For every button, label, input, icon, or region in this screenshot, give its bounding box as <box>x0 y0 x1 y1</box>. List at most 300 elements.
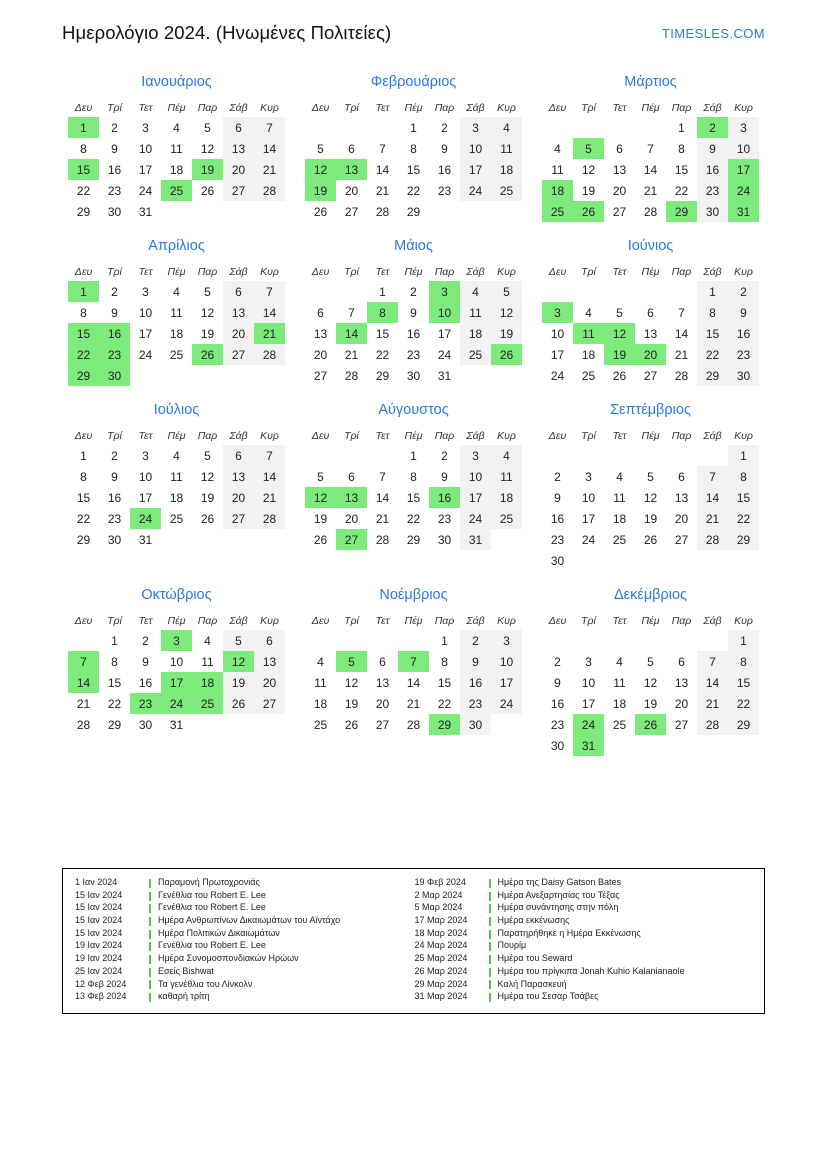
day-cell[interactable]: 14 <box>254 466 285 487</box>
day-cell[interactable]: 29 <box>728 714 759 735</box>
day-cell[interactable]: 6 <box>317 305 324 320</box>
day-cell[interactable]: 18 <box>491 159 522 180</box>
day-cell[interactable]: 29 <box>76 204 91 219</box>
day-cell[interactable]: 11 <box>170 305 183 320</box>
day-cell[interactable]: 19 <box>643 511 658 526</box>
day-cell[interactable]: 28 <box>344 368 359 383</box>
day-cell-holiday[interactable]: 8 <box>367 302 398 323</box>
day-cell[interactable]: 2 <box>111 448 118 463</box>
day-cell[interactable]: 21 <box>344 347 359 362</box>
day-cell-holiday[interactable]: 7 <box>398 651 429 672</box>
day-cell-holiday[interactable]: 29 <box>68 365 99 386</box>
day-cell[interactable]: 22 <box>728 508 759 529</box>
day-cell[interactable]: 22 <box>406 511 421 526</box>
day-cell[interactable]: 2 <box>460 630 491 651</box>
day-cell[interactable]: 26 <box>200 511 215 526</box>
day-cell-holiday[interactable]: 19 <box>192 159 223 180</box>
day-cell[interactable]: 28 <box>697 714 728 735</box>
day-cell-holiday[interactable]: 7 <box>68 651 99 672</box>
day-cell[interactable]: 19 <box>581 183 596 198</box>
day-cell[interactable]: 30 <box>107 532 122 547</box>
day-cell-holiday[interactable]: 15 <box>68 159 99 180</box>
day-cell[interactable]: 15 <box>406 162 421 177</box>
day-cell[interactable]: 16 <box>406 326 421 341</box>
day-cell[interactable]: 4 <box>616 654 623 669</box>
day-cell-holiday[interactable]: 23 <box>99 344 130 365</box>
day-cell[interactable]: 27 <box>254 693 285 714</box>
day-cell[interactable]: 4 <box>554 141 561 156</box>
day-cell[interactable]: 9 <box>460 651 491 672</box>
day-cell[interactable]: 6 <box>223 281 254 302</box>
day-cell-holiday[interactable]: 16 <box>99 323 130 344</box>
day-cell[interactable]: 9 <box>554 675 561 690</box>
day-cell[interactable]: 18 <box>581 347 596 362</box>
day-cell[interactable]: 26 <box>313 204 328 219</box>
day-cell[interactable]: 16 <box>460 672 491 693</box>
day-cell[interactable]: 22 <box>107 696 122 711</box>
day-cell-holiday[interactable]: 3 <box>161 630 192 651</box>
day-cell-holiday[interactable]: 31 <box>573 735 604 756</box>
day-cell[interactable]: 17 <box>491 672 522 693</box>
day-cell[interactable]: 6 <box>678 469 685 484</box>
day-cell[interactable]: 22 <box>406 183 421 198</box>
day-cell[interactable]: 20 <box>375 696 390 711</box>
day-cell[interactable]: 15 <box>107 675 122 690</box>
day-cell[interactable]: 25 <box>460 344 491 365</box>
day-cell[interactable]: 16 <box>550 511 565 526</box>
day-cell[interactable]: 14 <box>375 490 390 505</box>
day-cell[interactable]: 30 <box>460 714 491 735</box>
day-cell[interactable]: 14 <box>674 326 689 341</box>
day-cell[interactable]: 20 <box>344 183 359 198</box>
day-cell-holiday[interactable]: 26 <box>635 714 666 735</box>
day-cell[interactable]: 16 <box>550 696 565 711</box>
day-cell[interactable]: 14 <box>643 162 658 177</box>
day-cell[interactable]: 31 <box>138 204 153 219</box>
day-cell[interactable]: 30 <box>437 532 452 547</box>
day-cell[interactable]: 11 <box>170 141 183 156</box>
day-cell[interactable]: 13 <box>643 326 658 341</box>
day-cell[interactable]: 11 <box>460 302 491 323</box>
day-cell-holiday[interactable]: 12 <box>305 159 336 180</box>
day-cell[interactable]: 16 <box>697 159 728 180</box>
day-cell[interactable]: 23 <box>550 717 565 732</box>
day-cell[interactable]: 15 <box>674 162 689 177</box>
day-cell[interactable]: 10 <box>460 138 491 159</box>
day-cell[interactable]: 26 <box>200 183 215 198</box>
day-cell[interactable]: 28 <box>375 532 390 547</box>
day-cell[interactable]: 14 <box>375 162 390 177</box>
day-cell[interactable]: 6 <box>348 469 355 484</box>
day-cell[interactable]: 27 <box>223 344 254 365</box>
day-cell[interactable]: 13 <box>223 138 254 159</box>
day-cell[interactable]: 27 <box>223 508 254 529</box>
day-cell[interactable]: 21 <box>674 347 689 362</box>
day-cell[interactable]: 1 <box>678 120 685 135</box>
day-cell[interactable]: 4 <box>491 445 522 466</box>
day-cell[interactable]: 15 <box>375 326 390 341</box>
day-cell[interactable]: 22 <box>437 696 452 711</box>
day-cell[interactable]: 28 <box>375 204 390 219</box>
day-cell-holiday[interactable]: 14 <box>68 672 99 693</box>
day-cell[interactable]: 18 <box>169 490 184 505</box>
day-cell[interactable]: 4 <box>491 117 522 138</box>
day-cell[interactable]: 20 <box>254 672 285 693</box>
day-cell[interactable]: 13 <box>674 675 689 690</box>
day-cell[interactable]: 12 <box>200 469 215 484</box>
day-cell[interactable]: 3 <box>142 284 149 299</box>
day-cell[interactable]: 17 <box>437 326 452 341</box>
day-cell[interactable]: 2 <box>441 448 448 463</box>
day-cell[interactable]: 8 <box>697 302 728 323</box>
day-cell[interactable]: 6 <box>678 654 685 669</box>
day-cell[interactable]: 7 <box>348 305 355 320</box>
day-cell[interactable]: 30 <box>406 368 421 383</box>
day-cell[interactable]: 4 <box>585 305 592 320</box>
day-cell[interactable]: 16 <box>728 323 759 344</box>
day-cell-holiday[interactable]: 3 <box>429 281 460 302</box>
day-cell[interactable]: 27 <box>612 204 627 219</box>
day-cell[interactable]: 3 <box>460 117 491 138</box>
day-cell[interactable]: 13 <box>375 675 390 690</box>
day-cell[interactable]: 20 <box>344 511 359 526</box>
day-cell[interactable]: 25 <box>581 368 596 383</box>
day-cell[interactable]: 6 <box>254 630 285 651</box>
day-cell[interactable]: 23 <box>697 180 728 201</box>
day-cell[interactable]: 24 <box>138 347 153 362</box>
day-cell[interactable]: 5 <box>204 284 211 299</box>
day-cell-holiday[interactable]: 24 <box>573 714 604 735</box>
day-cell[interactable]: 20 <box>612 183 627 198</box>
day-cell[interactable]: 18 <box>612 696 627 711</box>
brand-link[interactable]: TIMESLES.COM <box>661 26 765 41</box>
day-cell[interactable]: 29 <box>406 204 421 219</box>
day-cell[interactable]: 23 <box>460 693 491 714</box>
day-cell[interactable]: 10 <box>550 326 565 341</box>
day-cell[interactable]: 23 <box>406 347 421 362</box>
day-cell-holiday[interactable]: 1 <box>68 117 99 138</box>
day-cell[interactable]: 10 <box>138 305 153 320</box>
day-cell[interactable]: 2 <box>111 284 118 299</box>
day-cell[interactable]: 30 <box>697 201 728 222</box>
day-cell[interactable]: 29 <box>107 717 122 732</box>
day-cell-holiday[interactable]: 17 <box>728 159 759 180</box>
day-cell[interactable]: 8 <box>80 305 87 320</box>
day-cell[interactable]: 6 <box>223 117 254 138</box>
day-cell[interactable]: 29 <box>76 532 91 547</box>
day-cell-holiday[interactable]: 26 <box>491 344 522 365</box>
day-cell[interactable]: 3 <box>491 630 522 651</box>
day-cell-holiday[interactable]: 14 <box>336 323 367 344</box>
day-cell[interactable]: 16 <box>107 162 122 177</box>
day-cell[interactable]: 15 <box>697 323 728 344</box>
day-cell[interactable]: 15 <box>76 490 91 505</box>
day-cell[interactable]: 15 <box>728 487 759 508</box>
day-cell[interactable]: 14 <box>254 138 285 159</box>
day-cell[interactable]: 19 <box>491 323 522 344</box>
day-cell[interactable]: 18 <box>169 162 184 177</box>
day-cell-holiday[interactable]: 26 <box>192 344 223 365</box>
day-cell[interactable]: 22 <box>674 183 689 198</box>
day-cell[interactable]: 14 <box>697 487 728 508</box>
day-cell[interactable]: 11 <box>201 654 214 669</box>
day-cell[interactable]: 20 <box>674 511 689 526</box>
day-cell[interactable]: 5 <box>223 630 254 651</box>
day-cell[interactable]: 22 <box>697 344 728 365</box>
day-cell[interactable]: 31 <box>437 368 452 383</box>
day-cell[interactable]: 5 <box>317 469 324 484</box>
day-cell[interactable]: 29 <box>728 529 759 550</box>
day-cell[interactable]: 12 <box>643 675 658 690</box>
day-cell-holiday[interactable]: 12 <box>305 487 336 508</box>
day-cell[interactable]: 7 <box>379 141 386 156</box>
day-cell[interactable]: 19 <box>200 490 215 505</box>
day-cell-holiday[interactable]: 17 <box>161 672 192 693</box>
day-cell[interactable]: 27 <box>223 180 254 201</box>
day-cell[interactable]: 5 <box>647 654 654 669</box>
day-cell[interactable]: 26 <box>643 532 658 547</box>
day-cell[interactable]: 28 <box>697 529 728 550</box>
day-cell[interactable]: 21 <box>697 508 728 529</box>
day-cell[interactable]: 11 <box>170 469 183 484</box>
day-cell[interactable]: 26 <box>344 717 359 732</box>
day-cell[interactable]: 8 <box>728 466 759 487</box>
day-cell[interactable]: 26 <box>612 368 627 383</box>
day-cell[interactable]: 4 <box>317 654 324 669</box>
day-cell[interactable]: 9 <box>142 654 149 669</box>
day-cell[interactable]: 23 <box>107 183 122 198</box>
day-cell-holiday[interactable]: 22 <box>68 344 99 365</box>
day-cell[interactable]: 4 <box>173 284 180 299</box>
day-cell[interactable]: 7 <box>254 445 285 466</box>
day-cell[interactable]: 26 <box>313 532 328 547</box>
day-cell[interactable]: 22 <box>375 347 390 362</box>
day-cell[interactable]: 11 <box>613 490 626 505</box>
day-cell-holiday[interactable]: 25 <box>192 693 223 714</box>
day-cell[interactable]: 18 <box>491 487 522 508</box>
day-cell[interactable]: 11 <box>491 466 522 487</box>
day-cell[interactable]: 30 <box>107 204 122 219</box>
day-cell[interactable]: 8 <box>410 469 417 484</box>
day-cell[interactable]: 5 <box>317 141 324 156</box>
day-cell[interactable]: 3 <box>728 117 759 138</box>
day-cell[interactable]: 21 <box>375 511 390 526</box>
day-cell[interactable]: 17 <box>138 162 153 177</box>
day-cell[interactable]: 28 <box>254 180 285 201</box>
day-cell[interactable]: 24 <box>437 347 452 362</box>
day-cell[interactable]: 19 <box>344 696 359 711</box>
day-cell[interactable]: 13 <box>223 302 254 323</box>
day-cell[interactable]: 9 <box>728 302 759 323</box>
day-cell[interactable]: 11 <box>551 162 564 177</box>
day-cell[interactable]: 18 <box>460 323 491 344</box>
day-cell[interactable]: 23 <box>728 344 759 365</box>
day-cell-holiday[interactable]: 16 <box>429 487 460 508</box>
day-cell[interactable]: 1 <box>410 120 417 135</box>
day-cell[interactable]: 6 <box>616 141 623 156</box>
day-cell[interactable]: 3 <box>460 445 491 466</box>
day-cell[interactable]: 21 <box>375 183 390 198</box>
day-cell[interactable]: 16 <box>107 490 122 505</box>
day-cell[interactable]: 5 <box>204 448 211 463</box>
day-cell[interactable]: 23 <box>437 183 452 198</box>
day-cell[interactable]: 8 <box>80 141 87 156</box>
day-cell[interactable]: 3 <box>585 469 592 484</box>
day-cell[interactable]: 10 <box>169 654 184 669</box>
day-cell[interactable]: 27 <box>643 368 658 383</box>
day-cell[interactable]: 6 <box>379 654 386 669</box>
day-cell[interactable]: 13 <box>674 490 689 505</box>
day-cell[interactable]: 17 <box>460 487 491 508</box>
day-cell[interactable]: 4 <box>204 633 211 648</box>
day-cell[interactable]: 6 <box>223 445 254 466</box>
day-cell-holiday[interactable]: 29 <box>666 201 697 222</box>
day-cell[interactable]: 7 <box>647 141 654 156</box>
day-cell[interactable]: 29 <box>697 365 728 386</box>
day-cell-holiday[interactable]: 29 <box>429 714 460 735</box>
day-cell[interactable]: 19 <box>643 696 658 711</box>
day-cell[interactable]: 28 <box>254 508 285 529</box>
day-cell[interactable]: 21 <box>406 696 421 711</box>
day-cell[interactable]: 14 <box>254 302 285 323</box>
day-cell[interactable]: 9 <box>554 490 561 505</box>
day-cell[interactable]: 7 <box>254 281 285 302</box>
day-cell[interactable]: 25 <box>612 717 627 732</box>
day-cell[interactable]: 4 <box>460 281 491 302</box>
day-cell[interactable]: 16 <box>437 162 452 177</box>
day-cell[interactable]: 25 <box>169 347 184 362</box>
day-cell[interactable]: 7 <box>678 305 685 320</box>
day-cell[interactable]: 1 <box>80 448 87 463</box>
day-cell[interactable]: 10 <box>460 466 491 487</box>
day-cell[interactable]: 7 <box>697 466 728 487</box>
day-cell[interactable]: 2 <box>111 120 118 135</box>
day-cell[interactable]: 2 <box>410 284 417 299</box>
day-cell[interactable]: 30 <box>550 738 565 753</box>
day-cell[interactable]: 20 <box>223 487 254 508</box>
day-cell-holiday[interactable]: 18 <box>192 672 223 693</box>
day-cell[interactable]: 12 <box>643 490 658 505</box>
day-cell[interactable]: 27 <box>674 532 689 547</box>
day-cell[interactable]: 23 <box>550 532 565 547</box>
day-cell[interactable]: 9 <box>441 469 448 484</box>
day-cell[interactable]: 17 <box>138 326 153 341</box>
day-cell[interactable]: 15 <box>728 672 759 693</box>
day-cell-holiday[interactable]: 19 <box>604 344 635 365</box>
day-cell[interactable]: 23 <box>107 511 122 526</box>
day-cell[interactable]: 6 <box>647 305 654 320</box>
day-cell[interactable]: 23 <box>437 511 452 526</box>
day-cell[interactable]: 29 <box>406 532 421 547</box>
day-cell-holiday[interactable]: 20 <box>635 344 666 365</box>
day-cell[interactable]: 13 <box>254 651 285 672</box>
day-cell[interactable]: 9 <box>410 305 417 320</box>
day-cell-holiday[interactable]: 10 <box>429 302 460 323</box>
day-cell-holiday[interactable]: 12 <box>223 651 254 672</box>
day-cell[interactable]: 9 <box>441 141 448 156</box>
day-cell[interactable]: 14 <box>697 672 728 693</box>
day-cell[interactable]: 2 <box>441 120 448 135</box>
day-cell[interactable]: 24 <box>138 183 153 198</box>
day-cell[interactable]: 28 <box>674 368 689 383</box>
day-cell-holiday[interactable]: 24 <box>130 508 161 529</box>
day-cell[interactable]: 25 <box>612 532 627 547</box>
day-cell-holiday[interactable]: 26 <box>573 201 604 222</box>
day-cell[interactable]: 27 <box>344 204 359 219</box>
day-cell[interactable]: 8 <box>111 654 118 669</box>
day-cell[interactable]: 1 <box>697 281 728 302</box>
day-cell[interactable]: 10 <box>581 675 596 690</box>
day-cell[interactable]: 7 <box>254 117 285 138</box>
day-cell-holiday[interactable]: 3 <box>542 302 573 323</box>
day-cell[interactable]: 21 <box>697 693 728 714</box>
day-cell[interactable]: 2 <box>142 633 149 648</box>
day-cell[interactable]: 30 <box>728 365 759 386</box>
day-cell[interactable]: 19 <box>200 326 215 341</box>
day-cell[interactable]: 10 <box>138 141 153 156</box>
day-cell[interactable]: 12 <box>344 675 359 690</box>
day-cell[interactable]: 5 <box>647 469 654 484</box>
day-cell[interactable]: 4 <box>173 448 180 463</box>
day-cell[interactable]: 24 <box>460 180 491 201</box>
day-cell[interactable]: 11 <box>613 675 626 690</box>
day-cell[interactable]: 3 <box>142 448 149 463</box>
day-cell[interactable]: 2 <box>554 654 561 669</box>
day-cell-holiday[interactable]: 12 <box>604 323 635 344</box>
day-cell[interactable]: 21 <box>76 696 91 711</box>
day-cell[interactable]: 2 <box>554 469 561 484</box>
day-cell[interactable]: 3 <box>585 654 592 669</box>
day-cell[interactable]: 12 <box>491 302 522 323</box>
day-cell[interactable]: 13 <box>612 162 627 177</box>
day-cell[interactable]: 1 <box>111 633 118 648</box>
day-cell[interactable]: 9 <box>697 138 728 159</box>
day-cell[interactable]: 31 <box>460 529 491 550</box>
day-cell[interactable]: 28 <box>76 717 91 732</box>
day-cell-holiday[interactable]: 25 <box>161 180 192 201</box>
day-cell[interactable]: 16 <box>138 675 153 690</box>
day-cell[interactable]: 9 <box>111 305 118 320</box>
day-cell[interactable]: 17 <box>460 159 491 180</box>
day-cell[interactable]: 12 <box>581 162 596 177</box>
day-cell[interactable]: 14 <box>406 675 421 690</box>
day-cell[interactable]: 25 <box>169 511 184 526</box>
day-cell[interactable]: 5 <box>204 120 211 135</box>
day-cell-holiday[interactable]: 31 <box>728 201 759 222</box>
day-cell[interactable]: 12 <box>200 141 215 156</box>
day-cell[interactable]: 1 <box>441 633 448 648</box>
day-cell-holiday[interactable]: 11 <box>573 323 604 344</box>
day-cell-holiday[interactable]: 24 <box>161 693 192 714</box>
day-cell[interactable]: 20 <box>223 323 254 344</box>
day-cell[interactable]: 6 <box>348 141 355 156</box>
day-cell[interactable]: 25 <box>491 508 522 529</box>
day-cell[interactable]: 8 <box>410 141 417 156</box>
day-cell-holiday[interactable]: 21 <box>254 323 285 344</box>
day-cell[interactable]: 30 <box>138 717 153 732</box>
day-cell[interactable]: 22 <box>76 511 91 526</box>
day-cell[interactable]: 19 <box>223 672 254 693</box>
day-cell-holiday[interactable]: 15 <box>68 323 99 344</box>
day-cell[interactable]: 15 <box>406 490 421 505</box>
day-cell-holiday[interactable]: 23 <box>130 693 161 714</box>
day-cell[interactable]: 10 <box>138 469 153 484</box>
day-cell[interactable]: 9 <box>111 141 118 156</box>
day-cell[interactable]: 7 <box>697 651 728 672</box>
day-cell[interactable]: 21 <box>254 159 285 180</box>
day-cell[interactable]: 24 <box>550 368 565 383</box>
day-cell-holiday[interactable]: 24 <box>728 180 759 201</box>
